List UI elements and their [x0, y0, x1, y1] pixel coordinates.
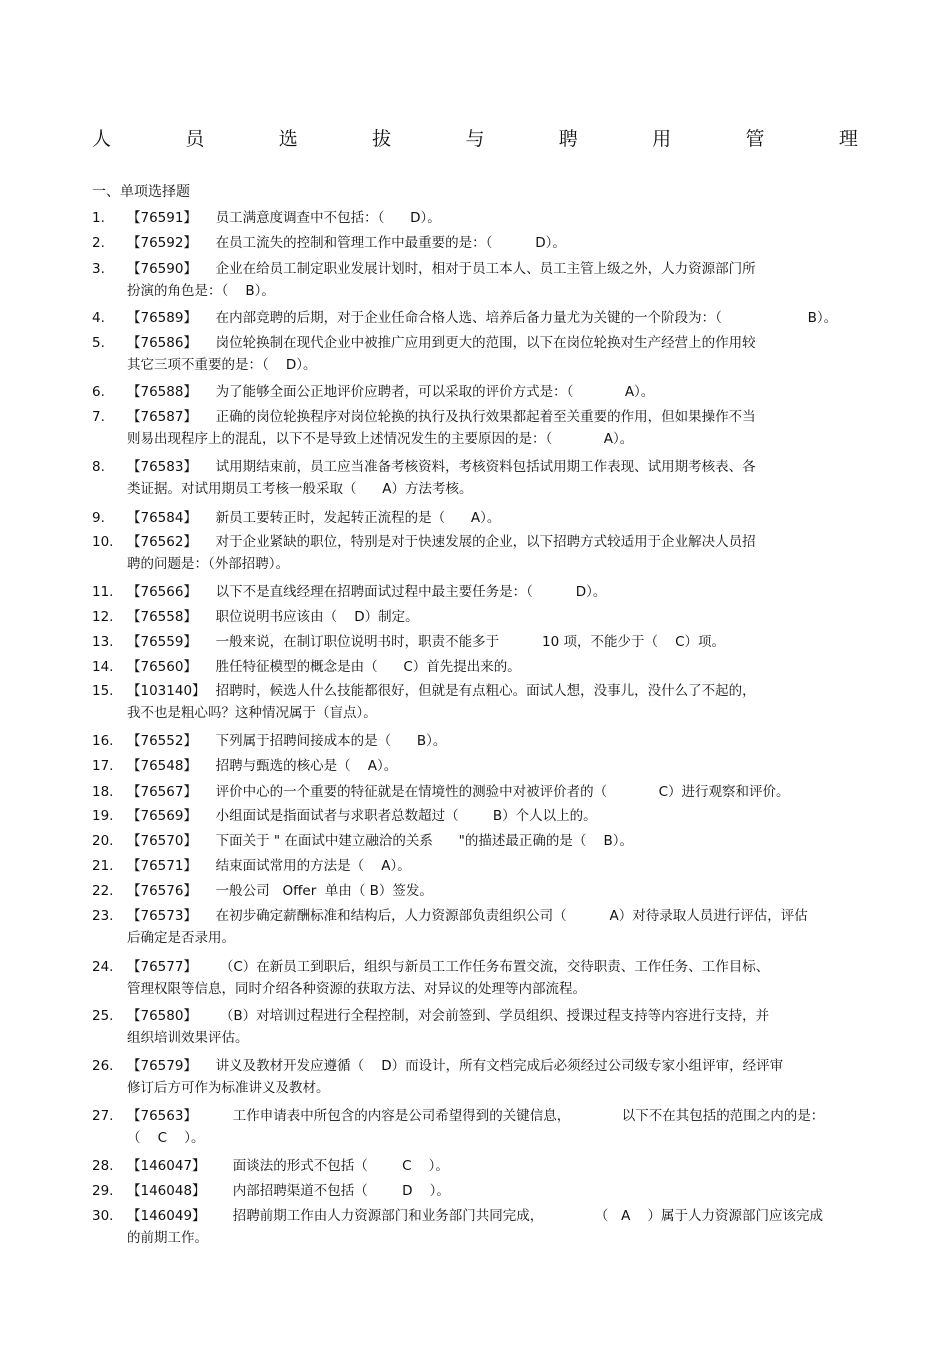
question-text-continued: 的前期工作。: [127, 1230, 208, 1246]
question-text-continued: 后确定是否录用。: [127, 930, 235, 946]
question-code: 【76567】: [127, 784, 197, 800]
question-code: 【146049】: [127, 1208, 206, 1224]
question-item: [92, 905, 862, 949]
question-code: 【76571】: [127, 858, 197, 874]
question-code: 【76560】: [127, 659, 197, 675]
question-number: 16.: [92, 733, 114, 749]
question-text-continued: 其它三项不重要的是：（ D）。: [127, 357, 317, 373]
question-code: 【76587】: [127, 409, 197, 425]
question-number: 4.: [92, 310, 105, 326]
question-item: [92, 830, 862, 852]
question-item: [92, 456, 862, 500]
question-text: 一般公司 Offer 单由（ B）签发。: [207, 883, 433, 899]
question-code: 【76592】: [127, 235, 197, 251]
question-text: 员工满意度调查中不包括：（ D）。: [207, 210, 441, 226]
question-number: 26.: [92, 1058, 114, 1074]
question-code: 【76563】: [127, 1108, 197, 1124]
question-text: 对于企业紧缺的职位，特别是对于快速发展的企业，以下招聘方式较适用于企业解决人员招: [207, 534, 756, 550]
question-text: 讲义及教材开发应遵循（ D）而设计，所有文档完成后必须经过公司级专家小组评审，经评审: [207, 1058, 784, 1074]
question-text: 招聘前期工作由人力资源部门和业务部门共同完成， （ A ）属于人力资源部门应该完成: [207, 1208, 824, 1224]
question-code: 【76548】: [127, 758, 197, 774]
page-title: [92, 124, 858, 152]
question-item: [92, 381, 862, 403]
question-text: 在内部竞聘的后期，对于企业任命合格人选、培养后备力量尤为关键的一个阶段为：（ B）。: [207, 310, 838, 326]
question-number: 13.: [92, 634, 114, 650]
question-code: 【76562】: [127, 534, 197, 550]
question-number: 15.: [92, 683, 114, 699]
question-text: 企业在给员工制定职业发展计划时，相对于员工本人、员工主管上级之外，人力资源部门所: [207, 261, 756, 277]
question-text: 评价中心的一个重要的特征就是在情境性的测验中对被评价者的（ C）进行观察和评价。: [207, 784, 790, 800]
question-text: （C）在新员工到职后，组织与新员工工作任务布置交流，交待职责、工作任务、工作目标、: [207, 959, 770, 975]
question-text: 在初步确定薪酬标准和结构后，人力资源部负责组织公司（ A）对待录取人员进行评估，评估: [207, 908, 808, 924]
title-char: 聘: [558, 128, 578, 150]
question-item: [92, 956, 862, 1000]
question-number: 5.: [92, 335, 105, 351]
question-text-continued: 聘的问题是：（外部招聘）。: [127, 556, 289, 572]
title-char: 员: [185, 128, 205, 150]
question-text: 在员工流失的控制和管理工作中最重要的是：（ D）。: [207, 235, 566, 251]
question-item: [92, 855, 862, 877]
question-number: 29.: [92, 1183, 114, 1199]
question-code: 【76576】: [127, 883, 197, 899]
title-char: 用: [652, 128, 672, 150]
question-number: 3.: [92, 261, 105, 277]
question-item: [92, 332, 862, 376]
question-item: [92, 1155, 862, 1177]
question-text: 职位说明书应该由（ D）制定。: [207, 609, 419, 625]
question-text: 试用期结束前，员工应当准备考核资料，考核资料包括试用期工作表现、试用期考核表、各: [207, 459, 756, 475]
question-item: [92, 258, 862, 302]
question-item: [92, 1105, 862, 1149]
question-text: 工作申请表中所包含的内容是公司希望得到的关键信息， 以下不在其包括的范围之内的是：: [207, 1108, 825, 1124]
question-number: 28.: [92, 1158, 114, 1174]
question-text: 一般来说，在制订职位说明书时，职责不能多于 10 项，不能少于（ C）项。: [207, 634, 726, 650]
question-text-continued: 我不也是粗心吗？这种情况属于（盲点）。: [127, 705, 377, 721]
question-text: 以下不是直线经理在招聘面试过程中最主要任务是：（ D）。: [207, 584, 607, 600]
question-code: 【76586】: [127, 335, 197, 351]
question-item: [92, 880, 862, 902]
question-item: [92, 406, 862, 450]
question-item: [92, 307, 862, 329]
question-number: 17.: [92, 758, 114, 774]
question-code: 【76583】: [127, 459, 197, 475]
question-number: 21.: [92, 858, 114, 874]
question-number: 30.: [92, 1208, 114, 1224]
title-char: 与: [465, 128, 485, 150]
question-number: 18.: [92, 784, 114, 800]
question-text: 面谈法的形式不包括（ C ）。: [207, 1158, 449, 1174]
title-char: 选: [278, 128, 298, 150]
question-item: [92, 531, 862, 575]
question-text: 招聘时，候选人什么技能都很好，但就是有点粗心。面试人想，没事儿，没什么了不起的，: [207, 683, 756, 699]
title-char: 管: [745, 128, 765, 150]
question-item: [92, 781, 862, 803]
question-code: 【76580】: [127, 1008, 197, 1024]
question-text-continued: 修订后方可作为标准讲义及教材。: [127, 1080, 330, 1096]
question-item: [92, 730, 862, 752]
question-item: [92, 507, 862, 529]
question-text: 岗位轮换制在现代企业中被推广应用到更大的范围，以下在岗位轮换对生产经营上的作用较: [207, 335, 756, 351]
question-code: 【76573】: [127, 908, 197, 924]
question-code: 【76579】: [127, 1058, 197, 1074]
question-text-continued: 管理权限等信息，同时介绍各种资源的获取方法、对异议的处理等内部流程。: [127, 981, 586, 997]
question-text-continued: 类证据。对试用期员工考核一般采取（ A）方法考核。: [127, 481, 473, 497]
question-code: 【76566】: [127, 584, 197, 600]
question-text: 招聘与甄选的核心是（ A）。: [207, 758, 398, 774]
question-text: 下面关于 " 在面试中建立融洽的关系 "的描述最正确的是（ B）。: [207, 833, 634, 849]
question-text: 下列属于招聘间接成本的是（ B）。: [207, 733, 447, 749]
question-number: 10.: [92, 534, 114, 550]
question-number: 7.: [92, 409, 105, 425]
question-code: 【76559】: [127, 634, 197, 650]
question-number: 24.: [92, 959, 114, 975]
question-code: 【76590】: [127, 261, 197, 277]
question-number: 11.: [92, 584, 114, 600]
question-code: 【146047】: [127, 1158, 206, 1174]
section-heading: 一、单项选择题: [92, 184, 190, 200]
question-text: 小组面试是指面试者与求职者总数超过（ B）个人以上的。: [207, 808, 597, 824]
question-code: 【103140】: [127, 683, 206, 699]
question-item: [92, 1205, 862, 1249]
question-item: [92, 606, 862, 628]
question-text: 内部招聘渠道不包括（ D ）。: [207, 1183, 450, 1199]
question-number: 20.: [92, 833, 114, 849]
question-text: 正确的岗位轮换程序对岗位轮换的执行及执行效果都起着至关重要的作用，但如果操作不当: [207, 409, 756, 425]
question-number: 22.: [92, 883, 114, 899]
question-text: （B）对培训过程进行全程控制，对会前签到、学员组织、授课过程支持等内容进行支持，并: [207, 1008, 770, 1024]
question-text-continued: （ C ）。: [127, 1130, 205, 1146]
question-item: [92, 232, 862, 254]
question-code: 【146048】: [127, 1183, 206, 1199]
question-item: [92, 1055, 862, 1099]
title-char: 拔: [372, 128, 392, 150]
title-char: 人: [92, 128, 112, 150]
question-item: [92, 680, 862, 724]
question-number: 27.: [92, 1108, 114, 1124]
question-number: 8.: [92, 459, 105, 475]
question-number: 1.: [92, 210, 105, 226]
question-number: 9.: [92, 510, 105, 526]
question-code: 【76569】: [127, 808, 197, 824]
question-number: 19.: [92, 808, 114, 824]
question-item: [92, 581, 862, 603]
question-code: 【76552】: [127, 733, 197, 749]
question-number: 6.: [92, 384, 105, 400]
question-item: [92, 1005, 862, 1049]
question-number: 14.: [92, 659, 114, 675]
question-text: 为了能够全面公正地评价应聘者，可以采取的评价方式是：（ A）。: [207, 384, 655, 400]
question-code: 【76589】: [127, 310, 197, 326]
question-text-continued: 组织培训效果评估。: [127, 1030, 249, 1046]
question-code: 【76570】: [127, 833, 197, 849]
question-text: 结束面试常用的方法是（ A）。: [207, 858, 411, 874]
question-text: 新员工要转正时，发起转正流程的是（ A）。: [207, 510, 501, 526]
question-number: 23.: [92, 908, 114, 924]
question-item: [92, 631, 862, 653]
question-text-continued: 则易出现程序上的混乱，以下不是导致上述情况发生的主要原因的是：（ A）。: [127, 431, 634, 447]
question-item: [92, 755, 862, 777]
question-code: 【76588】: [127, 384, 197, 400]
question-item: [92, 656, 862, 678]
question-code: 【76577】: [127, 959, 197, 975]
question-item: [92, 805, 862, 827]
question-number: 25.: [92, 1008, 114, 1024]
question-text-continued: 扮演的角色是：（ B）。: [127, 283, 275, 299]
question-number: 12.: [92, 609, 114, 625]
question-code: 【76558】: [127, 609, 197, 625]
question-text: 胜任特征模型的概念是由（ C）首先提出来的。: [207, 659, 521, 675]
question-code: 【76584】: [127, 510, 197, 526]
question-item: [92, 1180, 862, 1202]
question-number: 2.: [92, 235, 105, 251]
question-item: [92, 207, 862, 229]
title-char: 理: [838, 128, 858, 150]
question-code: 【76591】: [127, 210, 197, 226]
